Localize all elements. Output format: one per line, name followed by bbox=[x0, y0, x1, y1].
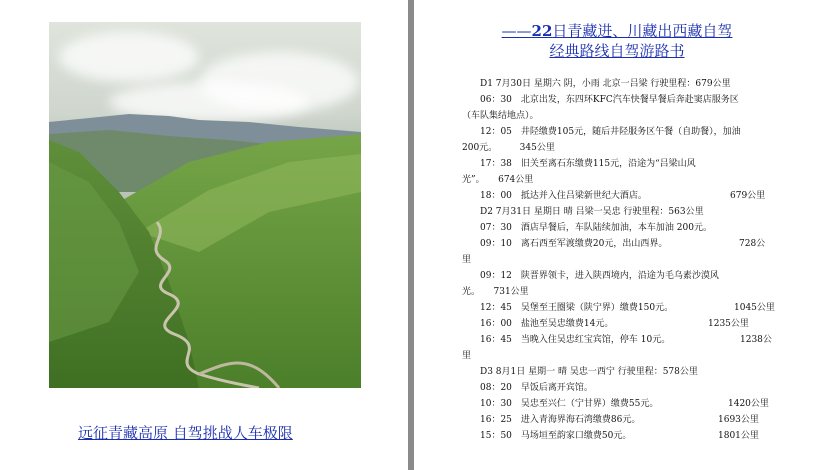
itinerary-line: 08：20 早饭后离开宾馆。 bbox=[480, 383, 593, 393]
right-page bbox=[414, 0, 820, 470]
valley-illustration bbox=[49, 22, 361, 388]
itinerary-line: 07：30 酒店早餐后，车队陆续加油，本车加油 200元。 bbox=[480, 223, 712, 233]
title-number: 22 bbox=[531, 22, 553, 40]
itinerary-distance: 1238公 bbox=[740, 335, 772, 345]
itinerary-line: 16：00 盐池至吴忠缴费14元。 bbox=[480, 319, 614, 329]
itinerary-line: 光”。 674公里 bbox=[462, 175, 534, 185]
left-page bbox=[0, 0, 408, 470]
landscape-photo bbox=[49, 22, 361, 388]
itinerary-line: 12：45 吴堡至王圈梁（陕宁界）缴费150元。 bbox=[480, 303, 674, 313]
title-text: 日青藏进、川藏出西藏自驾 bbox=[552, 22, 733, 40]
itinerary-line: 16：45 当晚入住吴忠红宝宾馆，停车 10元。 bbox=[480, 335, 671, 345]
itinerary-line: D3 8月1日 星期一 晴 吴忠一西宁 行驶里程：578公里 bbox=[480, 367, 698, 377]
itinerary-line: 06：30 北京出发，东四环KFC汽车快餐早餐后奔赴窦店服务区 bbox=[480, 95, 739, 105]
itinerary-line: 10：30 吴忠至兴仁（宁甘界）缴费55元。 bbox=[480, 399, 659, 409]
title-line-2[interactable]: 经典路线自驾游路书 bbox=[549, 42, 685, 60]
itinerary-line: D1 7月30日 星期六 阴，小雨 北京一吕梁 行驶里程：679公里 bbox=[480, 79, 731, 89]
itinerary-line: 12：05 井陉缴费105元，随后井陉服务区午餐（自助餐），加油 bbox=[480, 127, 741, 137]
itinerary-distance: 679公里 bbox=[730, 191, 766, 201]
itinerary-distance: 1235公里 bbox=[708, 319, 749, 329]
itinerary-line: 18：00 抵达并入住吕梁新世纪大酒店。 bbox=[480, 191, 647, 201]
itinerary-line: 09：12 陕晋界领卡，进入陕西境内，沿途为毛乌素沙漠风 bbox=[480, 271, 719, 281]
itinerary-line: 光。 731公里 bbox=[462, 287, 529, 297]
itinerary-line: 17：38 旧关至离石东缴费115元，沿途为“吕梁山风 bbox=[480, 159, 696, 169]
itinerary-distance: 1801公里 bbox=[718, 431, 759, 441]
itinerary-distance: 1420公里 bbox=[728, 399, 769, 409]
itinerary-line: 09：10 离石西至军渡缴费20元，出山西界。 bbox=[480, 239, 668, 249]
itinerary-line: 里 bbox=[462, 351, 472, 361]
itinerary-line: （车队集结地点）。 bbox=[462, 111, 539, 121]
itinerary-line: 16：25 进入青海界海石湾缴费86元。 bbox=[480, 415, 641, 425]
itinerary-line: D2 7月31日 星期日 晴 吕梁一吴忠 行驶里程：563公里 bbox=[480, 207, 704, 217]
itinerary-line: 15：50 马场垣至韵家口缴费50元。 bbox=[480, 431, 632, 441]
itinerary-line: 里 bbox=[462, 255, 472, 265]
itinerary-line: 200元。 345公里 bbox=[462, 143, 555, 153]
itinerary-distance: 728公 bbox=[739, 239, 766, 249]
itinerary-distance: 1045公里 bbox=[734, 303, 775, 313]
itinerary-distance: 1693公里 bbox=[718, 415, 759, 425]
caption-link[interactable]: 远征青藏高原 自驾挑战人车极限 bbox=[78, 424, 293, 442]
itinerary-body bbox=[414, 0, 820, 470]
title-dash: —— bbox=[501, 22, 532, 40]
